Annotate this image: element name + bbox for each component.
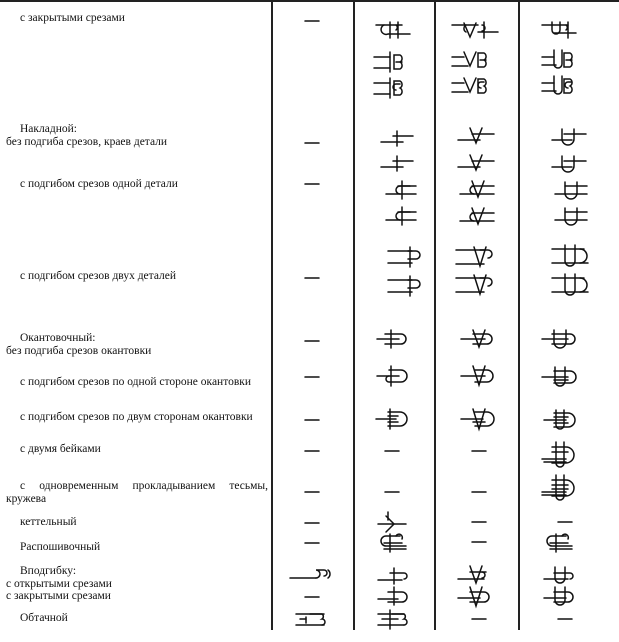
binding-seam-icon: [461, 366, 493, 385]
hem-seam-icon: [458, 566, 486, 583]
flatlock-seam-icon: [547, 534, 572, 552]
lap-fold2-seam-icon: [456, 247, 492, 266]
group-label: Накладной:: [20, 123, 77, 135]
row-label: с подгибом срезов по одной стороне окантовки: [20, 376, 251, 388]
hem-seam-icon: [458, 587, 489, 606]
lap-fold2-seam-icon: [388, 276, 420, 296]
binding-seam-icon: [542, 330, 575, 348]
row-label: с закрытыми срезами: [6, 590, 111, 602]
closed-seam-icon: [542, 22, 576, 38]
closed-seam-icon: [452, 78, 486, 93]
lap-fold-seam-icon: [555, 208, 587, 225]
hem-seam-icon: [378, 568, 407, 584]
facing-seam-icon: [296, 614, 325, 625]
row-label: с подгибом срезов одной детали: [20, 178, 178, 190]
lap-fold2-seam-icon: [456, 275, 492, 294]
lap-fold-seam-icon: [386, 207, 416, 225]
kettel-seam-icon: [378, 512, 406, 532]
row-label: с двумя бейками: [20, 443, 101, 455]
lap-fold-seam-icon: [555, 182, 587, 199]
lace-binding-seam-icon: [542, 475, 574, 500]
lap-fold-seam-icon: [460, 208, 494, 224]
group-label: Окантовочный:: [20, 332, 96, 344]
lap-fold2-seam-icon: [552, 274, 588, 295]
binding-seam-icon: [542, 367, 576, 386]
row-label: с подгибом срезов двух деталей: [20, 270, 177, 282]
row-label: Обтачной: [20, 612, 68, 624]
binding-seam-icon: [461, 330, 492, 347]
hem-open-seam-icon: [290, 570, 330, 578]
row-label: с открытыми срезами: [6, 578, 112, 590]
lap-fold-seam-icon: [460, 181, 494, 197]
binding-seam-icon: [461, 409, 494, 429]
row-label: с одновременным прокладыванием тесьмы, кружева: [6, 480, 268, 505]
hem-seam-icon: [378, 587, 407, 605]
row-label: Распошивочный: [20, 541, 101, 553]
row-label: кеттельный: [20, 516, 77, 528]
closed-seam-icon: [452, 52, 486, 67]
lap-fold2-seam-icon: [552, 245, 588, 266]
double-binding-seam-icon: [542, 442, 574, 467]
binding-seam-icon: [377, 330, 406, 348]
facing-seam-icon: [378, 610, 407, 629]
lap-seam-icon: [552, 129, 586, 145]
lap-seam-icon: [381, 131, 413, 146]
closed-seam-icon: [374, 52, 402, 72]
binding-seam-icon: [376, 409, 407, 429]
hem-seam-icon: [544, 587, 573, 605]
closed-seam-icon: [542, 76, 572, 94]
flatlock-seam-icon: [381, 534, 406, 552]
closed-seam-icon: [452, 22, 498, 38]
lap-seam-icon: [381, 156, 413, 171]
closed-seam-icon: [542, 50, 572, 68]
lap-seam-icon: [458, 155, 494, 170]
row-label: с подгибом срезов по двум сторонам окантовки: [20, 411, 253, 423]
closed-seam-icon: [374, 78, 402, 98]
lap-seam-icon: [552, 156, 586, 172]
binding-seam-icon: [544, 410, 575, 429]
lap-fold-seam-icon: [386, 181, 416, 199]
closed-seam-icon: [376, 22, 410, 38]
lap-seam-icon: [458, 128, 494, 143]
row-label: с закрытыми срезами: [20, 12, 125, 24]
hem-seam-icon: [544, 567, 573, 583]
row-label: без подгиба срезов окантовки: [6, 345, 152, 357]
binding-seam-icon: [377, 366, 407, 386]
row-label: без подгиба срезов, краев детали: [6, 136, 168, 148]
group-label: Вподгибку:: [20, 565, 77, 577]
lap-fold2-seam-icon: [388, 247, 420, 267]
